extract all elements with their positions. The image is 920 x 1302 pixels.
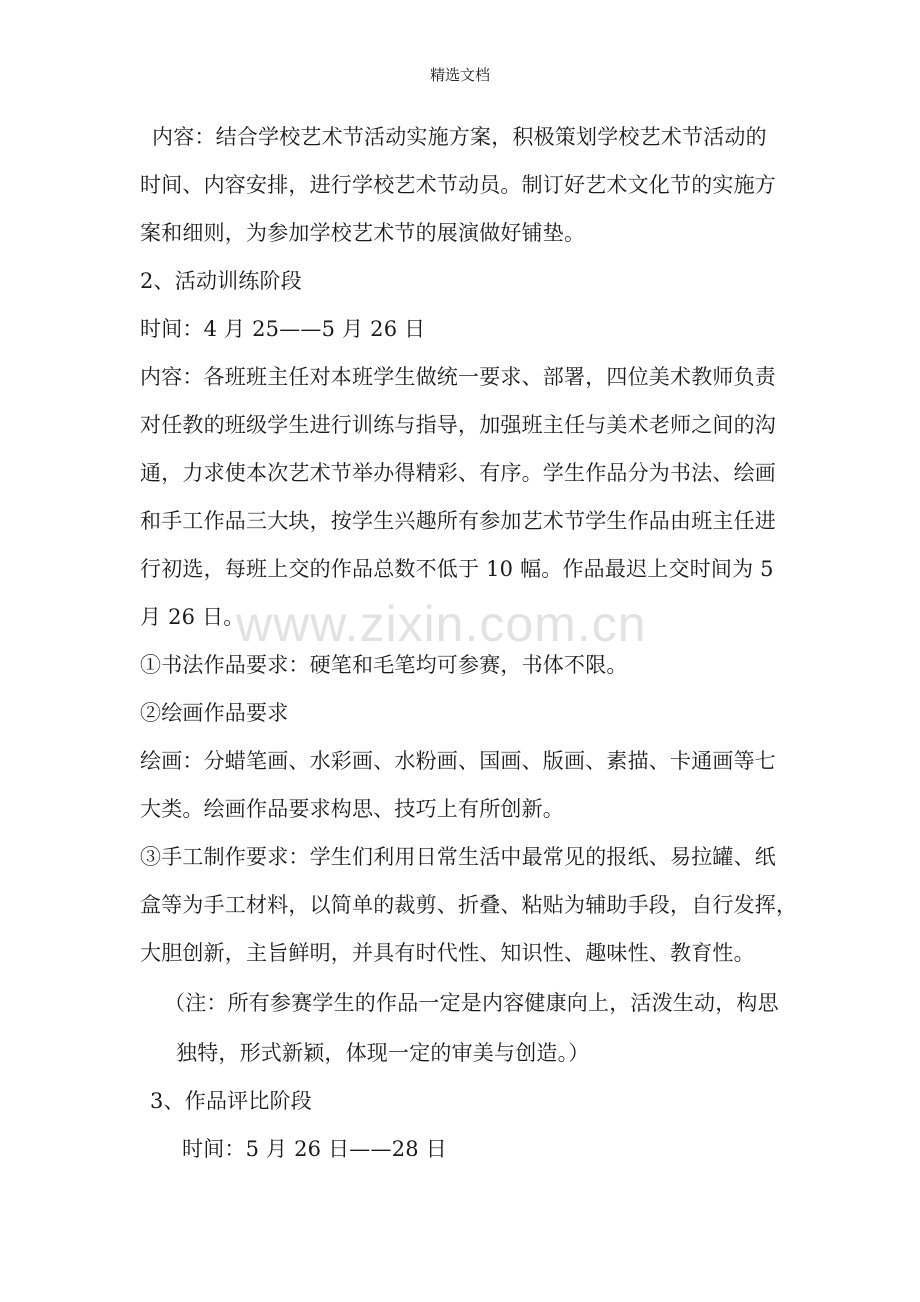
page-header: 精选文档 [429, 66, 490, 84]
body-line: 绘画：分蜡笔画、水彩画、水粉画、国画、版画、素描、卡通画等七 [140, 749, 776, 773]
watermark: www.zixin.com.cn [236, 596, 647, 652]
body-line: 案和细则，为参加学校艺术节的展演做好铺垫。 [140, 221, 586, 245]
body-line: 和手工作品三大块，按学生兴趣所有参加艺术节学生作品由班主任进 [140, 509, 776, 533]
note-line: （注：所有参赛学生的作品一定是内容健康向上，活泼生动，构思 [164, 991, 779, 1015]
body-line: 通，力求使本次艺术节举办得精彩、有序。学生作品分为书法、绘画 [140, 461, 776, 485]
body-line: 内容：各班班主任对本班学生做统一要求、部署，四位美术教师负责 [140, 365, 776, 389]
body-line: ①书法作品要求：硬笔和毛笔均可参赛，书体不限。 [140, 653, 628, 677]
body-line: 大胆创新，主旨鲜明，并具有时代性、知识性、趣味性、教育性。 [140, 941, 755, 965]
body-line: 行初选，每班上交的作品总数不低于 10 幅。作品最迟上交时间为 5 [140, 557, 774, 581]
body-line: ③手工制作要求：学生们利用日常生活中最常见的报纸、易拉罐、纸 [140, 845, 776, 869]
note-line: 独特，形式新颖，体现一定的审美与创造。） [176, 1041, 590, 1065]
body-line: 内容：结合学校艺术节活动实施方案，积极策划学校艺术节活动的 [152, 125, 767, 149]
section-heading: 2、活动训练阶段 [140, 269, 302, 293]
section-heading: 3、作品评比阶段 [150, 1089, 312, 1113]
body-line: 对任教的班级学生进行训练与指导，加强班主任与美术老师之间的沟 [140, 413, 776, 437]
body-line: 月 26 日。 [140, 605, 245, 629]
body-line: 时间：5 月 26 日——28 日 [182, 1137, 447, 1161]
body-line: 时间：4 月 25——5 月 26 日 [140, 317, 426, 341]
body-line: 时间、内容安排，进行学校艺术节动员。制订好艺术文化节的实施方 [140, 173, 776, 197]
body-line: 盒等为手工材料，以简单的裁剪、折叠、粘贴为辅助手段，自行发挥， [140, 893, 798, 917]
body-line: ②绘画作品要求 [140, 701, 289, 725]
body-line: 大类。绘画作品要求构思、技巧上有所创新。 [140, 797, 564, 821]
